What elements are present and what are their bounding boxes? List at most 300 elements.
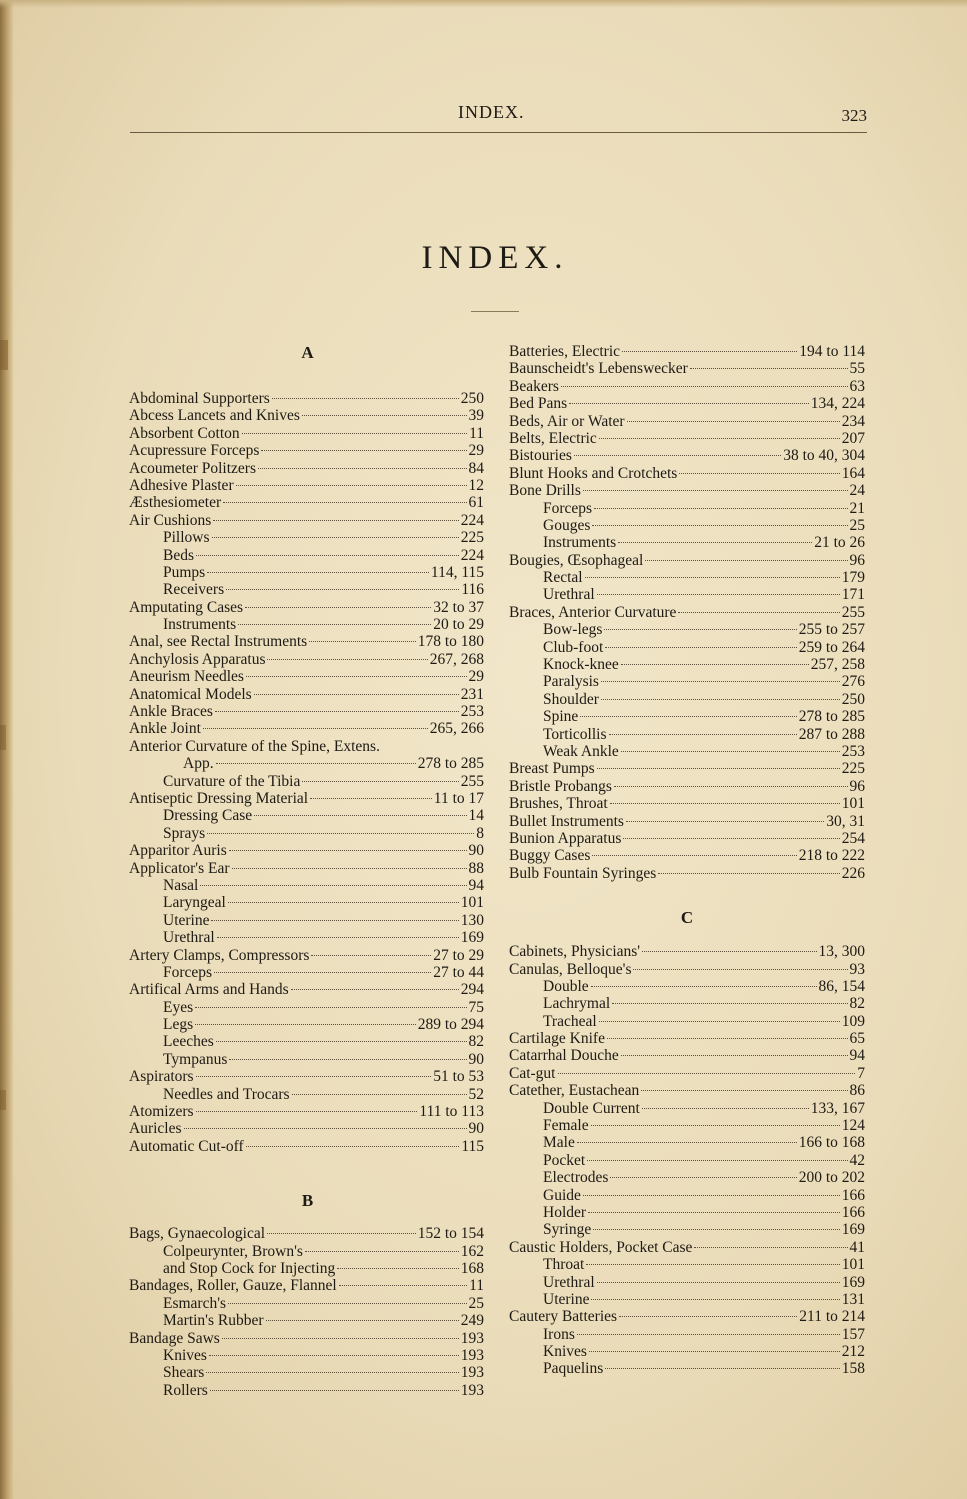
- binding-stain: [0, 1090, 6, 1110]
- index-entry: [509, 639, 865, 656]
- index-entry: [509, 343, 865, 360]
- index-entry: [129, 1295, 484, 1312]
- dot-leader: [267, 1233, 416, 1234]
- dot-leader: [592, 855, 796, 856]
- index-entry-term: Nasal: [163, 876, 199, 894]
- index-entry: [509, 1204, 865, 1221]
- dot-leader: [232, 868, 467, 869]
- index-entry-term: Weak Ankle: [543, 742, 619, 760]
- index-entry-pages: 193: [460, 1364, 484, 1382]
- index-entry: [509, 691, 865, 708]
- index-entry: [509, 1082, 865, 1099]
- dot-leader: [337, 1268, 459, 1269]
- index-entry-pages: 96: [849, 777, 865, 795]
- dot-leader: [261, 450, 466, 451]
- index-entry: [509, 534, 865, 551]
- index-entry-term: Pumps: [163, 563, 206, 581]
- index-entry-pages: 131: [841, 1290, 865, 1308]
- index-entry-pages: 212: [841, 1343, 865, 1361]
- dot-leader: [614, 786, 848, 787]
- index-entry-term: Anatomical Models: [129, 685, 252, 703]
- index-entry-pages: 218 to 222: [798, 847, 865, 865]
- index-entry-term: Abdominal Supporters: [129, 390, 270, 407]
- index-entry-pages: 171: [841, 586, 865, 604]
- index-entry: [129, 1330, 484, 1347]
- index-entry: [509, 1169, 865, 1186]
- index-entry-pages: 194 to 114: [799, 343, 865, 360]
- index-entry: [509, 569, 865, 586]
- index-entry-pages: 29: [468, 442, 484, 460]
- index-entry-pages: 116: [461, 581, 484, 599]
- dot-leader: [216, 763, 416, 764]
- dot-leader: [583, 1195, 840, 1196]
- index-entry-pages: 168: [460, 1259, 484, 1277]
- dot-leader: [311, 955, 431, 956]
- index-entry-pages: 86: [849, 1082, 865, 1100]
- index-entry: [509, 1152, 865, 1169]
- dot-leader: [258, 468, 467, 469]
- index-entry: [509, 1221, 865, 1238]
- index-entry: [509, 1047, 865, 1064]
- index-entry: [129, 738, 484, 755]
- index-entry-term: Canulas, Belloque's: [509, 960, 632, 978]
- index-entry-pages: 86, 154: [818, 977, 865, 995]
- index-entry-term: Guide: [543, 1186, 581, 1204]
- index-entry-term: Bristle Probangs: [509, 777, 612, 795]
- index-entry-term: Male: [543, 1134, 575, 1152]
- index-entry: [509, 1065, 865, 1082]
- index-entry-term: Bougies, Œsophageal: [509, 551, 644, 569]
- dot-leader: [254, 694, 459, 695]
- index-entry-pages: 249: [460, 1312, 484, 1330]
- dot-leader: [339, 1285, 467, 1286]
- index-entry: [509, 378, 865, 395]
- index-entry-pages: 162: [460, 1242, 484, 1260]
- index-entry-term: Bed Pans: [509, 395, 568, 413]
- index-entry: [129, 947, 484, 964]
- dot-leader: [641, 1090, 847, 1091]
- dot-leader: [558, 1073, 856, 1074]
- dot-leader: [612, 1003, 847, 1004]
- header-rule: [130, 132, 867, 133]
- index-entry-term: Bandages, Roller, Gauze, Flannel: [129, 1277, 337, 1295]
- index-entry-pages: 255 to 257: [798, 621, 865, 639]
- index-entry-pages: 193: [460, 1329, 484, 1347]
- dot-leader: [238, 624, 431, 625]
- index-entry-pages: 166 to 168: [798, 1134, 865, 1152]
- dot-leader: [622, 351, 797, 352]
- index-entry-term: Instruments: [543, 534, 617, 552]
- index-entry-pages: 259 to 264: [798, 638, 865, 656]
- dot-leader: [605, 647, 796, 648]
- index-entry-term: Pocket: [543, 1151, 586, 1169]
- dot-leader: [626, 821, 824, 822]
- index-entry-pages: 94: [849, 1047, 865, 1065]
- index-entry-pages: 12: [468, 476, 484, 494]
- index-entry-term: Paquelins: [543, 1360, 604, 1378]
- index-entry-term: Ankle Braces: [129, 703, 213, 721]
- index-entry: [509, 726, 865, 743]
- index-entry: [509, 961, 865, 978]
- index-entry-pages: 193: [460, 1346, 484, 1364]
- index-entry: [129, 1138, 484, 1155]
- index-entry: [129, 651, 484, 668]
- dot-leader: [601, 699, 840, 700]
- index-entry-pages: 193: [460, 1381, 484, 1399]
- index-entry-term: Holder: [543, 1203, 587, 1221]
- dot-leader: [592, 525, 847, 526]
- index-entry-pages: 51 to 53: [433, 1068, 484, 1086]
- index-entry: [129, 825, 484, 842]
- index-entry: [129, 1243, 484, 1260]
- dot-leader: [621, 664, 809, 665]
- dot-leader: [583, 490, 848, 491]
- index-entry-pages: 250: [841, 690, 865, 708]
- index-entry: [129, 894, 484, 911]
- index-entry: [129, 512, 484, 529]
- index-entry: [509, 465, 865, 482]
- index-entry: [509, 604, 865, 621]
- index-entry: [509, 1013, 865, 1030]
- index-entry: [509, 760, 865, 777]
- index-entry-term: App.: [183, 755, 214, 773]
- dot-leader: [272, 398, 459, 399]
- index-entry-term: Urethral: [543, 1273, 595, 1291]
- index-entry-pages: 21: [849, 499, 865, 517]
- index-entry: [509, 795, 865, 812]
- index-entry: [509, 1187, 865, 1204]
- index-entry-term: Aspirators: [129, 1068, 194, 1086]
- index-entry: [129, 929, 484, 946]
- index-entry-pages: 21 to 26: [814, 534, 865, 552]
- index-entry-pages: 152 to 154: [417, 1225, 484, 1243]
- section-heading-b: B: [301, 1191, 314, 1211]
- index-entry-term: Throat: [543, 1256, 585, 1274]
- dot-leader: [633, 969, 847, 970]
- index-entry-pages: 65: [849, 1030, 865, 1048]
- index-entry-pages: 115: [461, 1137, 484, 1155]
- index-entry: [509, 1256, 865, 1273]
- index-entry: [129, 599, 484, 616]
- index-entry-term: Pillows: [163, 529, 210, 547]
- index-entry-term: Cartilage Knife: [509, 1030, 605, 1048]
- dot-leader: [222, 1338, 459, 1339]
- dot-leader: [586, 1264, 839, 1265]
- index-entry: [129, 581, 484, 598]
- index-entry-pages: 158: [841, 1360, 865, 1378]
- index-entry: [509, 1291, 865, 1308]
- index-entry-pages: 169: [841, 1273, 865, 1291]
- dot-leader: [642, 951, 816, 952]
- index-entry-term: Bow-legs: [543, 621, 603, 639]
- index-entry: [509, 1343, 865, 1360]
- index-entry-pages: 157: [841, 1325, 865, 1343]
- dot-leader: [577, 1334, 840, 1335]
- index-entry-term: Adhesive Plaster: [129, 476, 234, 494]
- index-entry-term: and Stop Cock for Injecting: [163, 1259, 336, 1277]
- index-entry-pages: 294: [460, 981, 484, 999]
- index-entry-term: Syringe: [543, 1221, 592, 1239]
- index-entry-pages: 124: [841, 1117, 865, 1135]
- index-entry-term: Breast Pumps: [509, 760, 595, 778]
- index-entry-pages: 226: [841, 864, 865, 882]
- index-entry-term: Curvature of the Tibia: [163, 772, 301, 790]
- index-entry: [129, 1277, 484, 1294]
- dot-leader: [229, 850, 467, 851]
- dot-leader: [223, 502, 466, 503]
- index-entry-pages: 14: [468, 807, 484, 825]
- index-entry-pages: 224: [460, 546, 484, 564]
- dot-leader: [291, 989, 459, 990]
- index-entry-term: Apparitor Auris: [129, 842, 227, 860]
- index-entry-term: Anchylosis Apparatus: [129, 650, 266, 668]
- index-entry-term: Uterine: [543, 1290, 590, 1308]
- index-entry-term: Bandage Saws: [129, 1329, 220, 1347]
- dot-leader: [627, 421, 840, 422]
- dot-leader: [609, 734, 797, 735]
- index-entry-pages: 94: [468, 876, 484, 894]
- dot-leader: [618, 542, 812, 543]
- dot-leader: [210, 1390, 459, 1391]
- index-entry: [509, 1100, 865, 1117]
- index-entry-pages: 52: [468, 1085, 484, 1103]
- index-entry: [129, 529, 484, 546]
- index-entry-pages: 90: [468, 1050, 484, 1068]
- index-entry-pages: 25: [468, 1294, 484, 1312]
- index-entry-pages: 133, 167: [810, 1099, 865, 1117]
- index-entry: [509, 865, 865, 882]
- index-entry-term: Tympanus: [163, 1050, 228, 1068]
- index-entry: [129, 999, 484, 1016]
- index-entry: [129, 390, 484, 407]
- index-entry-pages: 253: [841, 742, 865, 760]
- dot-leader: [591, 1299, 839, 1300]
- index-entry-term: Torticollis: [543, 725, 607, 743]
- index-entry-term: Automatic Cut-off: [129, 1137, 244, 1155]
- index-entry: [509, 500, 865, 517]
- index-entry: [509, 656, 865, 673]
- index-entry-pages: 255: [460, 772, 484, 790]
- index-entry: [129, 547, 484, 564]
- dot-leader: [645, 560, 847, 561]
- index-entry-pages: 200 to 202: [798, 1169, 865, 1187]
- index-entry-pages: 41: [849, 1238, 865, 1256]
- index-entry-pages: 82: [849, 995, 865, 1013]
- index-entry-pages: 224: [460, 511, 484, 529]
- dot-leader: [211, 920, 458, 921]
- dot-leader: [215, 711, 459, 712]
- dot-leader: [597, 768, 840, 769]
- index-entry-term: Beakers: [509, 377, 559, 395]
- dot-leader: [694, 1247, 847, 1248]
- index-entry-pages: 178 to 180: [417, 633, 484, 651]
- index-entry-pages: 90: [468, 842, 484, 860]
- dot-leader: [206, 1372, 458, 1373]
- index-entry-term: Eyes: [163, 998, 194, 1016]
- dot-leader: [236, 485, 467, 486]
- index-entry-pages: 27 to 29: [433, 946, 484, 964]
- dot-leader: [195, 1007, 466, 1008]
- index-entry: [509, 621, 865, 638]
- index-entry-pages: 63: [849, 377, 865, 395]
- index-entry-term: Electrodes: [543, 1169, 609, 1187]
- index-entry-term: Rollers: [163, 1381, 208, 1399]
- index-entry-term: Colpeurynter, Brown's: [163, 1242, 303, 1260]
- index-entry: [509, 1308, 865, 1325]
- index-entry-pages: 257, 258: [810, 656, 865, 674]
- index-entry-term: Martin's Rubber: [163, 1312, 264, 1330]
- index-entry-term: Lachrymal: [543, 995, 611, 1013]
- index-entry-term: Antiseptic Dressing Material: [129, 789, 309, 807]
- index-entry: [509, 995, 865, 1012]
- dot-leader: [310, 798, 432, 799]
- index-entry-pages: 166: [841, 1186, 865, 1204]
- index-entry-pages: 42: [849, 1151, 865, 1169]
- dot-leader: [623, 838, 839, 839]
- index-entry-term: Instruments: [163, 616, 237, 634]
- index-entry-term: Double Current: [543, 1099, 640, 1117]
- index-entry: [129, 1312, 484, 1329]
- index-entry: [129, 1068, 484, 1085]
- index-entry-term: Bunion Apparatus: [509, 829, 622, 847]
- index-entry-pages: 30, 31: [826, 812, 865, 830]
- index-entry-term: Belts, Electric: [509, 429, 597, 447]
- dot-leader: [246, 1146, 460, 1147]
- index-entry: [129, 1103, 484, 1120]
- index-entry-pages: 88: [468, 859, 484, 877]
- dot-leader: [690, 368, 848, 369]
- index-entry-term: Æsthesiometer: [129, 494, 222, 512]
- dot-leader: [605, 1368, 839, 1369]
- dot-leader: [597, 594, 840, 595]
- dot-leader: [610, 803, 840, 804]
- index-entry-term: Blunt Hooks and Crotchets: [509, 464, 678, 482]
- index-entry: [509, 1360, 865, 1377]
- index-entry-term: Catether, Eustachean: [509, 1082, 640, 1100]
- index-entry: [129, 442, 484, 459]
- index-entry-term: Catarrhal Douche: [509, 1047, 619, 1065]
- index-entry: [509, 978, 865, 995]
- index-entry-pages: 207: [841, 429, 865, 447]
- index-entry-term: Paralysis: [543, 673, 599, 691]
- index-entry-term: Shoulder: [543, 690, 599, 708]
- index-entry-term: Rectal: [543, 569, 583, 587]
- index-list-b-continued: [509, 343, 865, 882]
- dot-leader: [593, 1229, 840, 1230]
- index-entry: [509, 482, 865, 499]
- dot-leader: [589, 1351, 840, 1352]
- index-entry-term: Bistouries: [509, 447, 572, 465]
- dot-leader: [254, 815, 466, 816]
- index-entry-term: Atomizers: [129, 1103, 194, 1121]
- index-entry: [129, 1225, 484, 1242]
- index-entry-pages: 75: [468, 998, 484, 1016]
- index-entry-term: Leeches: [163, 1033, 214, 1051]
- index-entry-term: Batteries, Electric: [509, 343, 621, 360]
- dot-leader: [678, 612, 839, 613]
- index-entry: [509, 413, 865, 430]
- index-entry-term: Beds, Air or Water: [509, 412, 625, 430]
- index-entry-pages: 130: [460, 911, 484, 929]
- index-entry-term: Urethral: [163, 929, 215, 947]
- dot-leader: [292, 1094, 467, 1095]
- index-entry: [509, 1274, 865, 1291]
- dot-leader: [266, 1320, 459, 1321]
- dot-leader: [207, 833, 474, 834]
- dot-leader: [599, 438, 840, 439]
- binding-stain: [0, 340, 8, 370]
- index-entry: [129, 1016, 484, 1033]
- index-entry-term: Acoumeter Politzers: [129, 459, 256, 477]
- dot-leader: [309, 641, 415, 642]
- index-entry-pages: 267, 268: [429, 650, 484, 668]
- index-entry: [129, 773, 484, 790]
- dot-leader: [203, 728, 428, 729]
- binding-stain: [0, 725, 6, 750]
- index-entry-term: Gouges: [543, 516, 591, 534]
- index-entry-term: Amputating Cases: [129, 598, 244, 616]
- index-entry: [129, 494, 484, 511]
- index-entry-term: Legs: [163, 1016, 194, 1034]
- index-entry-term: Bulb Fountain Syringes: [509, 864, 657, 882]
- index-entry: [129, 686, 484, 703]
- index-entry-term: Shears: [163, 1364, 205, 1382]
- index-entry-pages: 8: [476, 824, 484, 842]
- index-entry-pages: 20 to 29: [433, 616, 484, 634]
- index-entry-pages: 101: [841, 795, 865, 813]
- dot-leader: [607, 1038, 848, 1039]
- dot-leader: [195, 1024, 416, 1025]
- index-entry-term: Bullet Instruments: [509, 812, 624, 830]
- index-entry-pages: 38 to 40, 304: [783, 447, 865, 465]
- index-entry-pages: 166: [841, 1203, 865, 1221]
- page-title: INDEX.: [421, 240, 569, 276]
- dot-leader: [642, 1108, 809, 1109]
- index-entry-pages: 255: [841, 603, 865, 621]
- index-list-b: [129, 1225, 484, 1399]
- index-entry-pages: 39: [468, 407, 484, 425]
- index-entry: [509, 360, 865, 377]
- dot-leader: [228, 902, 459, 903]
- dot-leader: [601, 681, 840, 682]
- index-entry-pages: 101: [460, 894, 484, 912]
- index-entry-term: Auricles: [129, 1120, 182, 1138]
- index-entry: [129, 1260, 484, 1277]
- index-entry-pages: 24: [849, 482, 865, 500]
- index-entry-term: Tracheal: [543, 1012, 597, 1030]
- index-entry: [129, 1120, 484, 1137]
- index-entry-term: Aneurism Needles: [129, 668, 244, 686]
- dot-leader: [610, 1177, 796, 1178]
- index-entry: [509, 673, 865, 690]
- dot-leader: [217, 937, 459, 938]
- index-entry-pages: 211 to 214: [799, 1308, 865, 1326]
- index-entry: [129, 720, 484, 737]
- dot-leader: [246, 676, 467, 677]
- index-entry-term: Bags, Gynaecological: [129, 1225, 266, 1243]
- index-entry: [129, 407, 484, 424]
- index-entry-pages: 61: [468, 494, 484, 512]
- index-entry-term: Braces, Anterior Curvature: [509, 603, 677, 621]
- index-entry-pages: 25: [849, 516, 865, 534]
- index-entry: [509, 847, 865, 864]
- dot-leader: [621, 751, 840, 752]
- dot-leader: [597, 1282, 840, 1283]
- index-entry: [129, 460, 484, 477]
- dot-leader: [196, 1076, 432, 1077]
- index-entry-term: Artery Clamps, Compressors: [129, 946, 310, 964]
- index-entry: [509, 1030, 865, 1047]
